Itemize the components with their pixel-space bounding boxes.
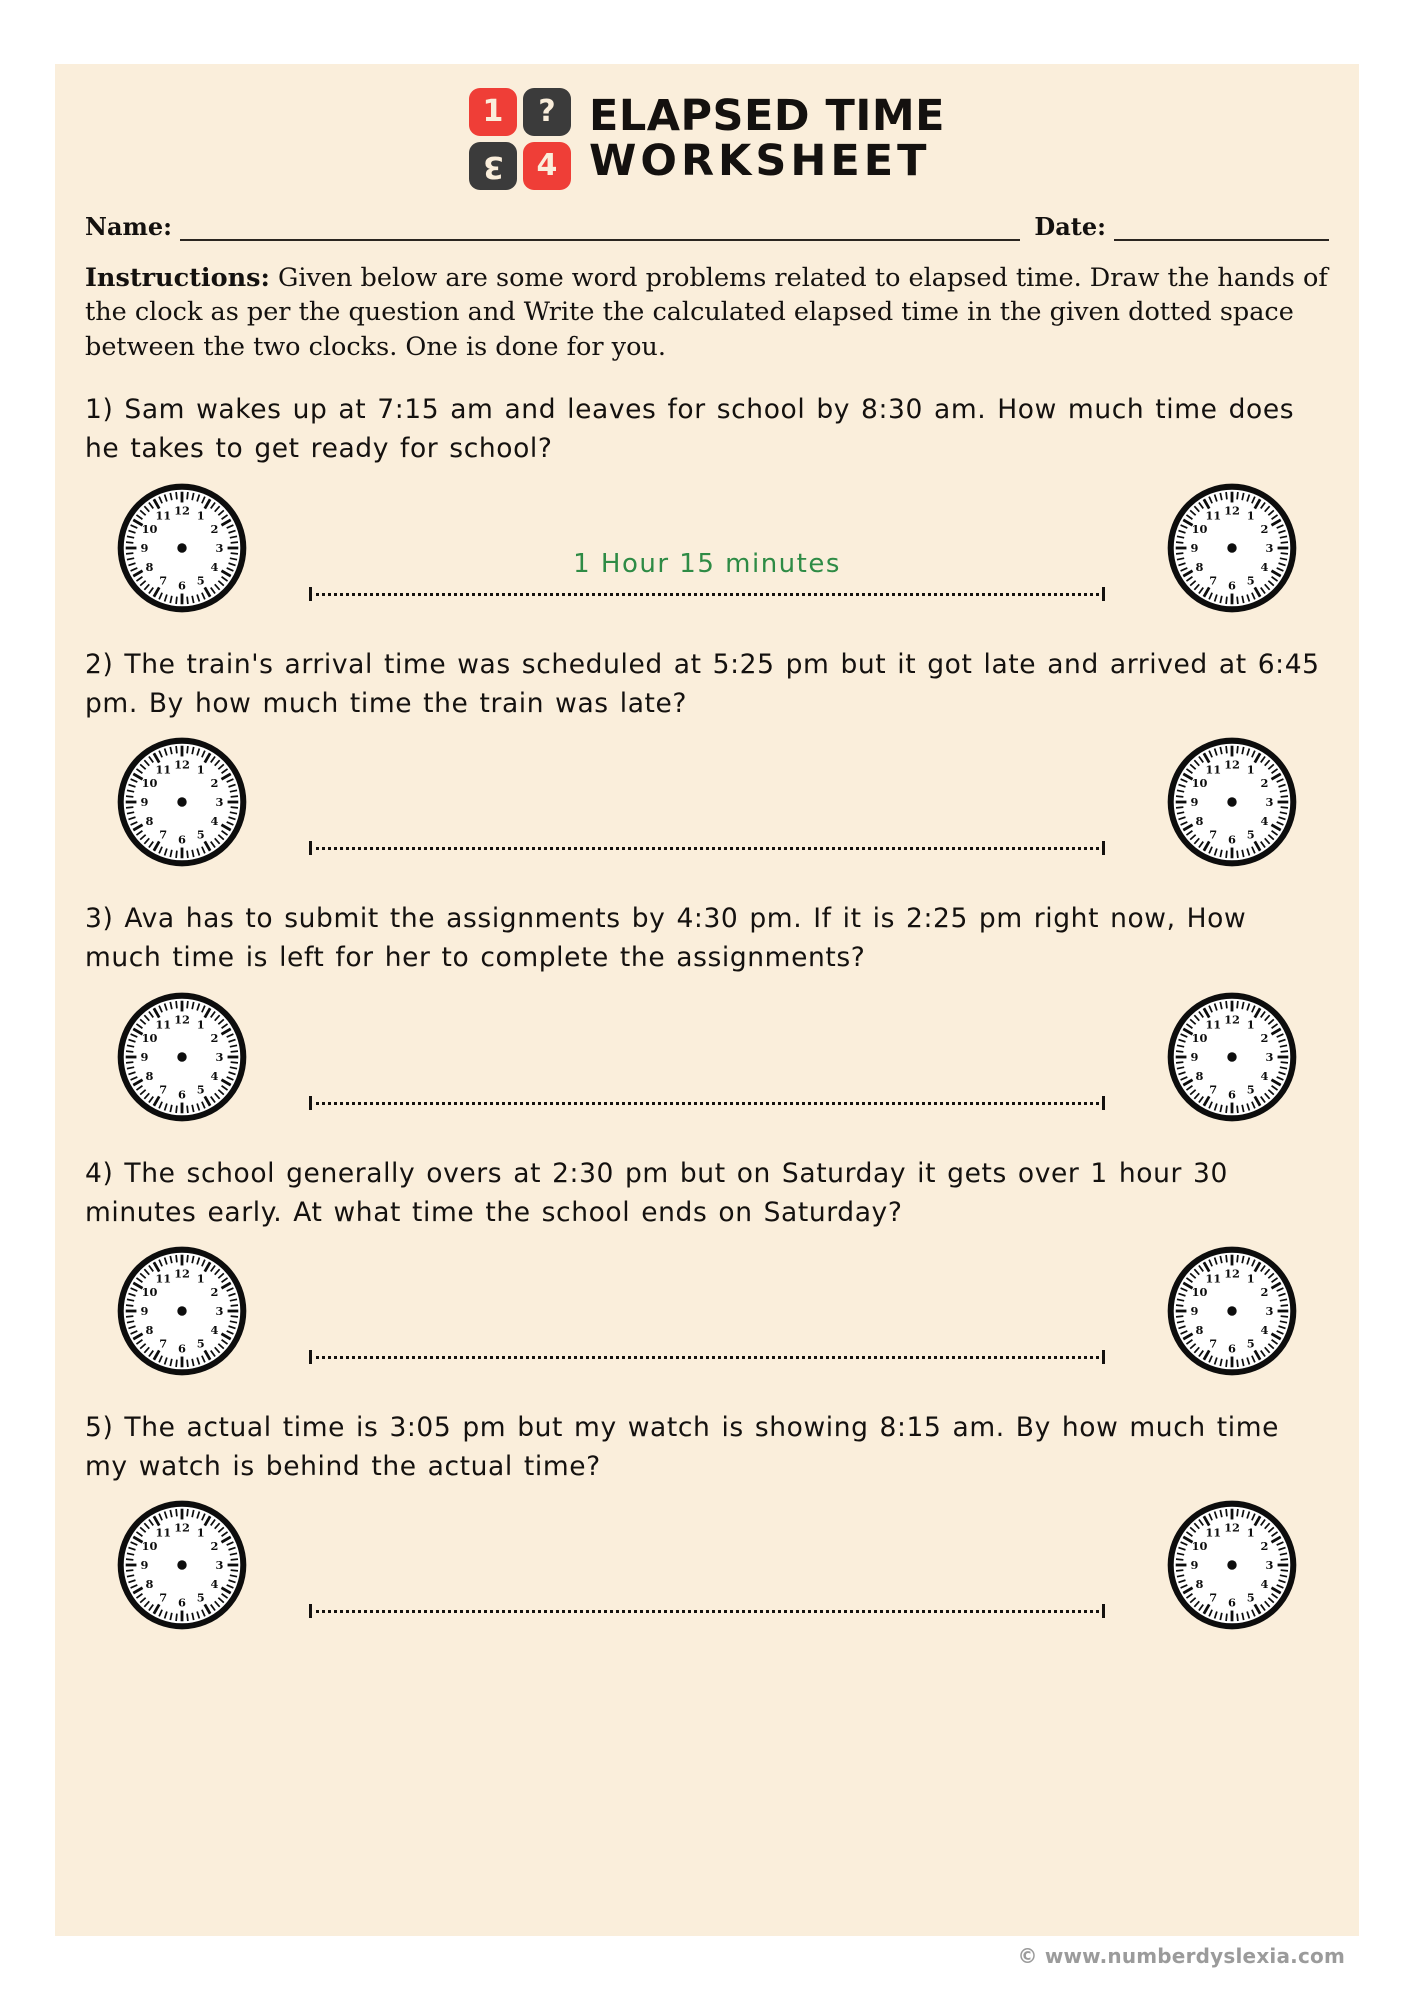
svg-text:7: 7: [159, 1590, 168, 1605]
svg-text:10: 10: [1191, 1539, 1208, 1554]
svg-text:12: 12: [1224, 1520, 1240, 1535]
svg-text:2: 2: [1260, 1030, 1269, 1045]
logo-tile-3: [469, 142, 517, 190]
problem-5-right-clock[interactable]: [1165, 1498, 1299, 1636]
logo-tile-1: [469, 88, 517, 136]
svg-text:10: 10: [1191, 521, 1208, 536]
svg-text:1: 1: [1246, 762, 1255, 777]
svg-text:5: 5: [1246, 1336, 1255, 1351]
svg-text:3: 3: [1265, 1558, 1274, 1573]
svg-text:6: 6: [178, 1341, 186, 1356]
copyright-icon: ©: [1017, 1944, 1038, 1968]
svg-text:12: 12: [174, 1012, 190, 1027]
svg-text:8: 8: [145, 813, 154, 828]
svg-text:8: 8: [1195, 559, 1204, 574]
svg-text:5: 5: [196, 827, 205, 842]
svg-text:12: 12: [174, 757, 190, 772]
date-input[interactable]: [1114, 219, 1329, 241]
svg-text:7: 7: [159, 573, 168, 588]
problem-1-clock-row: [85, 481, 1329, 619]
problem-2-text: 2) The train's arrival time was scheduled at 5:25 pm but it got late and arrived at 6:45 pm. By how much time the train was late?: [85, 648, 1320, 719]
svg-text:8: 8: [145, 1068, 154, 1083]
logo-tile-3-label: 3: [482, 149, 504, 184]
problem-5-text: 5) The actual time is 3:05 pm but my watch is showing 8:15 am. By how much time my watch is behind the actual time?: [85, 1412, 1280, 1483]
dim-dots: [309, 1610, 1106, 1613]
svg-text:9: 9: [1190, 795, 1199, 810]
dim-dots: [309, 593, 1106, 596]
title-line-1: ELAPSED TIME: [588, 91, 946, 142]
svg-text:5: 5: [196, 1082, 205, 1097]
problem-4-answer-area: [249, 1244, 1165, 1382]
svg-text:10: 10: [141, 1030, 158, 1045]
svg-text:4: 4: [1260, 1322, 1269, 1337]
worksheet-title: [588, 91, 946, 186]
dim-dots: [309, 1102, 1106, 1105]
svg-text:6: 6: [1228, 578, 1236, 593]
svg-text:11: 11: [1205, 1017, 1222, 1032]
svg-text:11: 11: [155, 762, 172, 777]
svg-text:7: 7: [159, 827, 168, 842]
svg-text:11: 11: [1205, 1525, 1222, 1540]
clock-face-svg: [1165, 481, 1299, 615]
logo-tile-question: [523, 88, 571, 136]
problem-3-right-clock[interactable]: [1165, 990, 1299, 1128]
problem-5-clock-row: [85, 1498, 1329, 1636]
svg-text:2: 2: [210, 1285, 219, 1300]
svg-text:3: 3: [215, 1304, 224, 1319]
svg-text:1: 1: [1246, 508, 1255, 523]
svg-text:6: 6: [178, 578, 186, 593]
name-input[interactable]: [180, 219, 1020, 241]
svg-text:10: 10: [141, 521, 158, 536]
worksheet-header: [55, 64, 1359, 190]
svg-text:2: 2: [1260, 1285, 1269, 1300]
svg-text:9: 9: [1190, 1049, 1199, 1064]
problem-3: [85, 899, 1329, 1127]
title-line-2: WORKSHEET: [588, 136, 931, 186]
clock-face-svg: [115, 1244, 249, 1378]
clock-face-svg: [1165, 735, 1299, 869]
problem-3-left-clock[interactable]: [115, 990, 249, 1128]
problem-5-answer-area: [249, 1498, 1165, 1636]
svg-text:10: 10: [1191, 1030, 1208, 1045]
svg-text:4: 4: [1260, 1068, 1269, 1083]
svg-text:2: 2: [1260, 1539, 1269, 1554]
svg-text:1: 1: [196, 508, 205, 523]
clock-face-svg: [115, 735, 249, 869]
logo-tile-4-label: 4: [536, 148, 558, 183]
svg-text:2: 2: [210, 1030, 219, 1045]
svg-text:3: 3: [215, 1049, 224, 1064]
problems-list: [55, 390, 1359, 1636]
svg-text:7: 7: [159, 1336, 168, 1351]
problem-2-clock-row: [85, 735, 1329, 873]
svg-text:3: 3: [1265, 1304, 1274, 1319]
svg-text:11: 11: [1205, 762, 1222, 777]
svg-text:12: 12: [174, 503, 190, 518]
clock-face-svg: [1165, 990, 1299, 1124]
svg-text:5: 5: [196, 1590, 205, 1605]
problem-4-answer-line[interactable]: [309, 1350, 1106, 1364]
clock-face-svg: [1165, 1244, 1299, 1378]
problem-3-answer-area: [249, 990, 1165, 1128]
instructions-label: Instructions:: [85, 263, 270, 293]
svg-text:4: 4: [210, 559, 219, 574]
dim-dots: [309, 847, 1106, 850]
svg-text:5: 5: [1246, 573, 1255, 588]
svg-text:11: 11: [1205, 1271, 1222, 1286]
svg-text:1: 1: [196, 762, 205, 777]
svg-text:1: 1: [196, 1525, 205, 1540]
problem-1-answer-area: [249, 481, 1165, 619]
svg-text:9: 9: [140, 795, 149, 810]
problem-3-answer-line[interactable]: [309, 1096, 1106, 1110]
svg-text:7: 7: [1209, 1336, 1218, 1351]
problem-1-text: 1) Sam wakes up at 7:15 am and leaves for school by 8:30 am. How much time does he takes to get ready for school?: [85, 394, 1295, 465]
date-label: Date:: [1034, 212, 1106, 241]
svg-text:3: 3: [1265, 540, 1274, 555]
dim-cap-right: [1102, 1604, 1105, 1618]
problem-1-answer-line[interactable]: [309, 587, 1106, 601]
svg-text:2: 2: [210, 776, 219, 791]
svg-text:9: 9: [1190, 1558, 1199, 1573]
logo-tile-4: [523, 142, 571, 190]
svg-text:3: 3: [215, 795, 224, 810]
svg-text:10: 10: [1191, 776, 1208, 791]
svg-text:7: 7: [159, 1082, 168, 1097]
dim-dots: [309, 1356, 1106, 1359]
svg-text:1: 1: [196, 1017, 205, 1032]
svg-text:6: 6: [178, 1087, 186, 1102]
svg-text:11: 11: [155, 1271, 172, 1286]
instructions-block: [55, 241, 1359, 364]
svg-text:3: 3: [1265, 795, 1274, 810]
svg-text:8: 8: [1195, 1068, 1204, 1083]
svg-text:10: 10: [1191, 1285, 1208, 1300]
svg-text:10: 10: [141, 776, 158, 791]
svg-text:9: 9: [1190, 540, 1199, 555]
svg-text:5: 5: [196, 573, 205, 588]
svg-text:8: 8: [1195, 1577, 1204, 1592]
clock-face-svg: [115, 1498, 249, 1632]
problem-5-left-clock[interactable]: [115, 1498, 249, 1636]
problem-1-left-clock[interactable]: [115, 481, 249, 619]
instructions-body: Given below are some word problems related to elapsed time. Draw the hands of the clock as per the question and Write the calculated elapsed time in the given dotted space between the two clocks. One is done for you.: [85, 263, 1328, 362]
svg-text:8: 8: [1195, 813, 1204, 828]
problem-5: [85, 1408, 1329, 1636]
svg-text:10: 10: [141, 1285, 158, 1300]
svg-text:2: 2: [1260, 521, 1269, 536]
svg-text:12: 12: [1224, 757, 1240, 772]
svg-text:7: 7: [1209, 827, 1218, 842]
worksheet-page: [55, 64, 1359, 1936]
problem-4-left-clock[interactable]: [115, 1244, 249, 1382]
svg-text:7: 7: [1209, 1082, 1218, 1097]
svg-text:1: 1: [1246, 1017, 1255, 1032]
svg-text:9: 9: [140, 1304, 149, 1319]
footer-site: www.numberdyslexia.com: [1044, 1944, 1345, 1968]
svg-text:8: 8: [145, 1322, 154, 1337]
svg-text:12: 12: [1224, 1012, 1240, 1027]
clock-face-svg: [115, 481, 249, 615]
svg-text:8: 8: [1195, 1322, 1204, 1337]
svg-text:3: 3: [1265, 1049, 1274, 1064]
dim-cap-right: [1102, 587, 1105, 601]
logo-tile-1-label: 1: [482, 94, 504, 129]
svg-text:9: 9: [140, 1558, 149, 1573]
svg-text:2: 2: [210, 521, 219, 536]
problem-2-right-clock[interactable]: [1165, 735, 1299, 873]
problem-4: [85, 1154, 1329, 1382]
problem-1-right-clock[interactable]: [1165, 481, 1299, 619]
svg-text:12: 12: [174, 1520, 190, 1535]
svg-text:2: 2: [1260, 776, 1269, 791]
svg-text:5: 5: [196, 1336, 205, 1351]
problem-4-right-clock[interactable]: [1165, 1244, 1299, 1382]
svg-text:7: 7: [1209, 573, 1218, 588]
svg-text:6: 6: [1228, 1595, 1236, 1610]
svg-text:11: 11: [155, 1525, 172, 1540]
logo-tile-question-label: ?: [538, 94, 556, 129]
clock-face-svg: [115, 990, 249, 1124]
svg-text:4: 4: [210, 1577, 219, 1592]
problem-3-clock-row: [85, 990, 1329, 1128]
svg-text:6: 6: [1228, 1087, 1236, 1102]
svg-text:5: 5: [1246, 827, 1255, 842]
svg-text:3: 3: [215, 540, 224, 555]
svg-text:9: 9: [140, 540, 149, 555]
problem-4-text: 4) The school generally overs at 2:30 pm but on Saturday it gets over 1 hour 30 minutes early. At what time the school ends on Saturday?: [85, 1157, 1228, 1228]
svg-text:4: 4: [210, 813, 219, 828]
dim-cap-right: [1102, 1096, 1105, 1110]
dim-cap-right: [1102, 841, 1105, 855]
svg-text:6: 6: [178, 832, 186, 847]
svg-text:4: 4: [1260, 559, 1269, 574]
problem-2-left-clock[interactable]: [115, 735, 249, 873]
svg-text:9: 9: [140, 1049, 149, 1064]
svg-text:11: 11: [155, 1017, 172, 1032]
problem-2: [85, 645, 1329, 873]
footer-credit: [55, 1944, 1359, 1968]
name-date-row: [55, 190, 1359, 241]
svg-text:11: 11: [155, 508, 172, 523]
dim-cap-right: [1102, 1350, 1105, 1364]
svg-text:5: 5: [1246, 1082, 1255, 1097]
problem-1: [85, 390, 1329, 618]
svg-text:3: 3: [215, 1558, 224, 1573]
logo-tiles: [469, 88, 571, 190]
svg-text:10: 10: [141, 1539, 158, 1554]
problem-2-answer-area: [249, 735, 1165, 873]
svg-text:12: 12: [1224, 503, 1240, 518]
svg-text:6: 6: [178, 1595, 186, 1610]
svg-text:11: 11: [1205, 508, 1222, 523]
problem-5-answer-line[interactable]: [309, 1604, 1106, 1618]
svg-text:4: 4: [1260, 1577, 1269, 1592]
svg-text:5: 5: [1246, 1590, 1255, 1605]
svg-text:6: 6: [1228, 1341, 1236, 1356]
problem-2-answer-line[interactable]: [309, 841, 1106, 855]
svg-text:4: 4: [1260, 813, 1269, 828]
svg-text:1: 1: [196, 1271, 205, 1286]
problem-1-answer[interactable]: 1 Hour 15 minutes: [573, 548, 841, 579]
clock-face-svg: [1165, 1498, 1299, 1632]
svg-text:1: 1: [1246, 1525, 1255, 1540]
svg-text:6: 6: [1228, 832, 1236, 847]
svg-text:7: 7: [1209, 1590, 1218, 1605]
svg-text:9: 9: [1190, 1304, 1199, 1319]
svg-text:8: 8: [145, 1577, 154, 1592]
problem-4-clock-row: [85, 1244, 1329, 1382]
svg-text:1: 1: [1246, 1271, 1255, 1286]
svg-text:4: 4: [210, 1322, 219, 1337]
problem-3-text: 3) Ava has to submit the assignments by 4:30 pm. If it is 2:25 pm right now, How much time is left for her to complete the assignments?: [85, 903, 1247, 974]
svg-text:12: 12: [174, 1266, 190, 1281]
svg-text:2: 2: [210, 1539, 219, 1554]
svg-text:4: 4: [210, 1068, 219, 1083]
name-label: Name:: [85, 212, 173, 241]
svg-text:12: 12: [1224, 1266, 1240, 1281]
svg-text:8: 8: [145, 559, 154, 574]
